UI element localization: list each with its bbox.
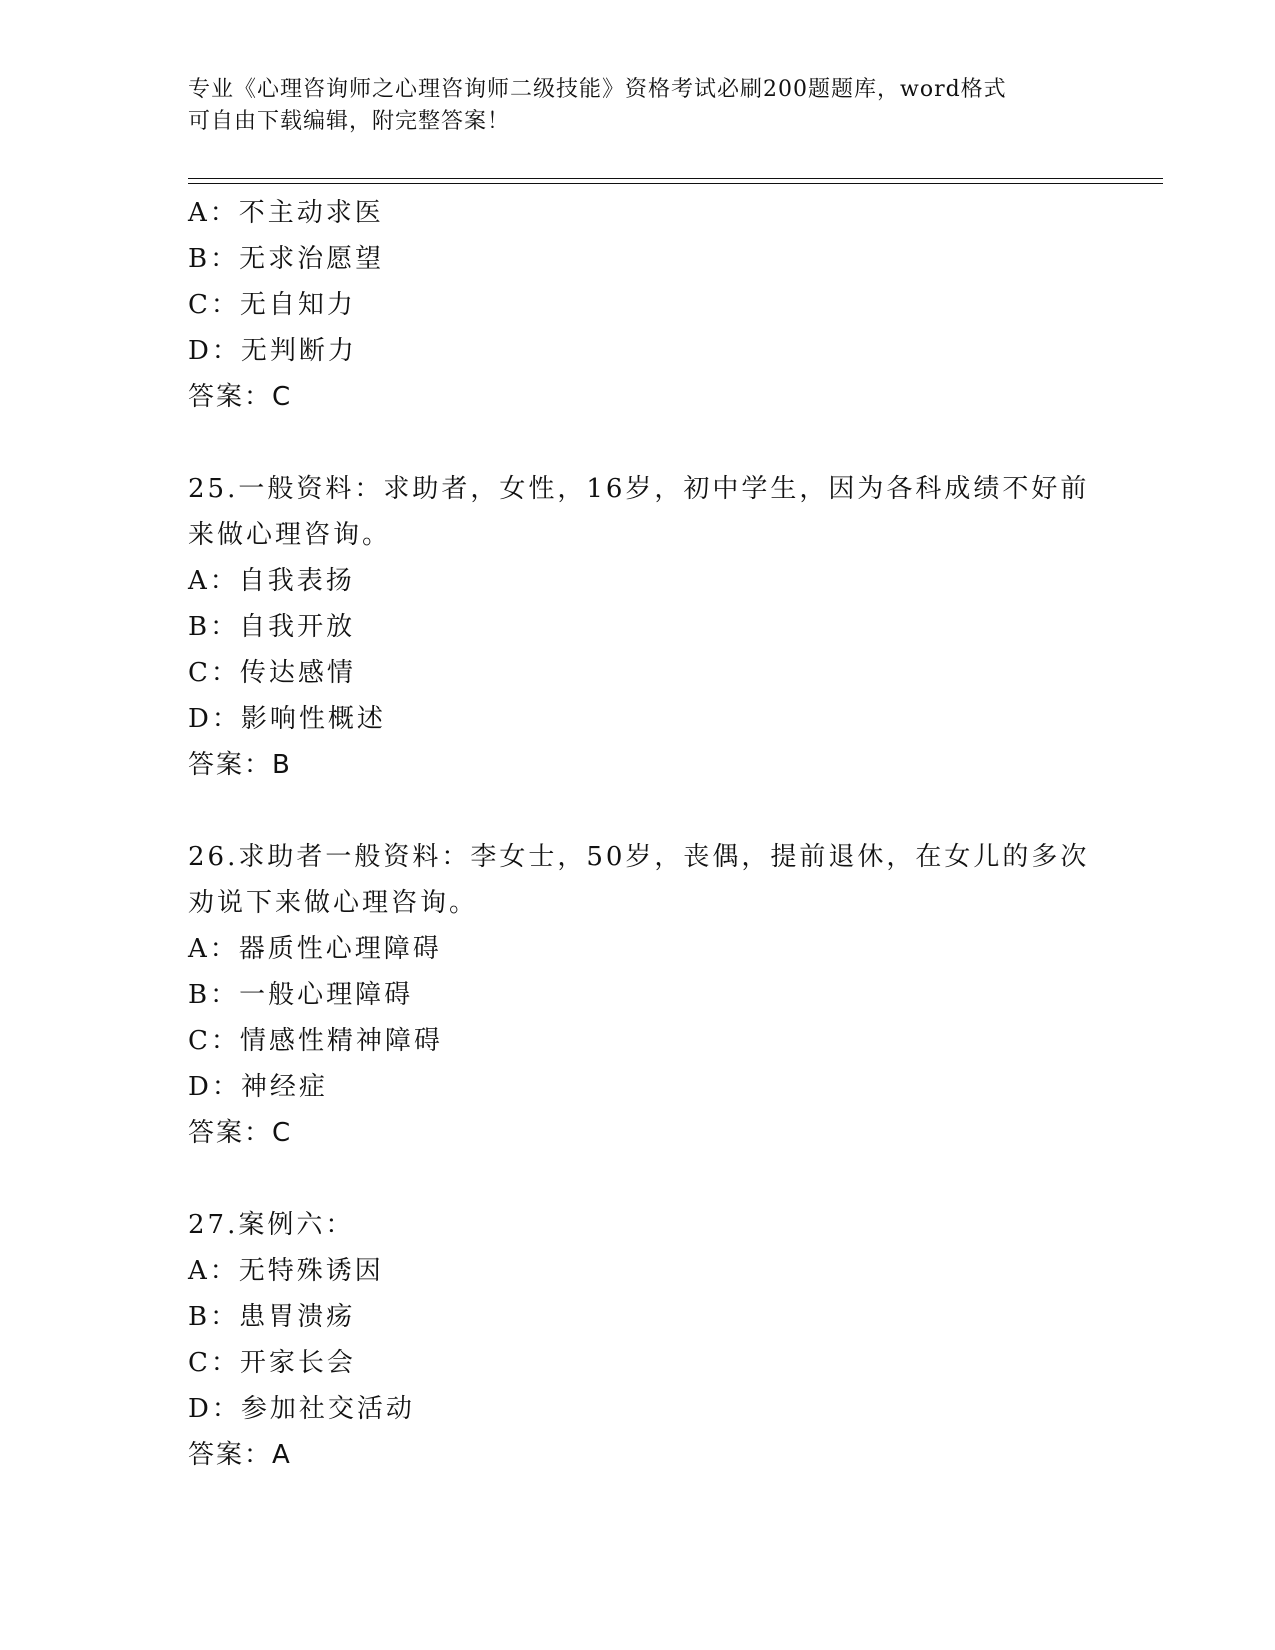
question-stem: 27.案例六： (188, 1210, 355, 1240)
option-a: A：无特殊诱因 (188, 1256, 384, 1286)
option-c: C：无自知力 (188, 290, 356, 320)
question-stem-cont: 来做心理咨询。 (188, 520, 392, 550)
option-a: A：自我表扬 (188, 566, 355, 596)
option-b: B：无求治愿望 (188, 244, 385, 274)
answer: 答案：C (188, 382, 293, 412)
header-divider-top (188, 178, 1163, 179)
option-b: B：一般心理障碍 (188, 980, 414, 1010)
question-stem: 26.求助者一般资料：李女士，50岁，丧偶，提前退休，在女儿的多次 (188, 842, 1090, 872)
option-d: D：参加社交活动 (188, 1394, 415, 1424)
answer: 答案：A (188, 1440, 292, 1470)
question-stem: 25.一般资料：求助者，女性，16岁，初中学生，因为各科成绩不好前 (188, 474, 1090, 504)
option-d: D：神经症 (188, 1072, 328, 1102)
answer: 答案：C (188, 1118, 293, 1148)
option-c: C：开家长会 (188, 1348, 356, 1378)
question-24 (188, 190, 1108, 420)
answer: 答案：B (188, 750, 292, 780)
question-stem-cont: 劝说下来做心理咨询。 (188, 888, 479, 918)
question-26 (188, 834, 1108, 1156)
option-b: B：患胃溃疡 (188, 1302, 356, 1332)
option-d: D：无判断力 (188, 336, 357, 366)
option-c: C：传达感情 (188, 658, 356, 688)
question-27 (188, 1202, 1108, 1478)
question-25 (188, 466, 1108, 788)
option-d: D：影响性概述 (188, 704, 386, 734)
header-line-2: 可自由下载编辑，附完整答案！ (188, 109, 511, 134)
document-header (188, 74, 1068, 138)
header-line-1: 专业《心理咨询师之心理咨询师二级技能》资格考试必刷200题题库，word格式 (188, 77, 1007, 102)
option-b: B：自我开放 (188, 612, 356, 642)
header-divider-bottom (188, 183, 1163, 184)
option-a: A：不主动求医 (188, 198, 384, 228)
option-c: C：情感性精神障碍 (188, 1026, 443, 1056)
question-list (188, 190, 1108, 1478)
option-a: A：器质性心理障碍 (188, 934, 442, 964)
